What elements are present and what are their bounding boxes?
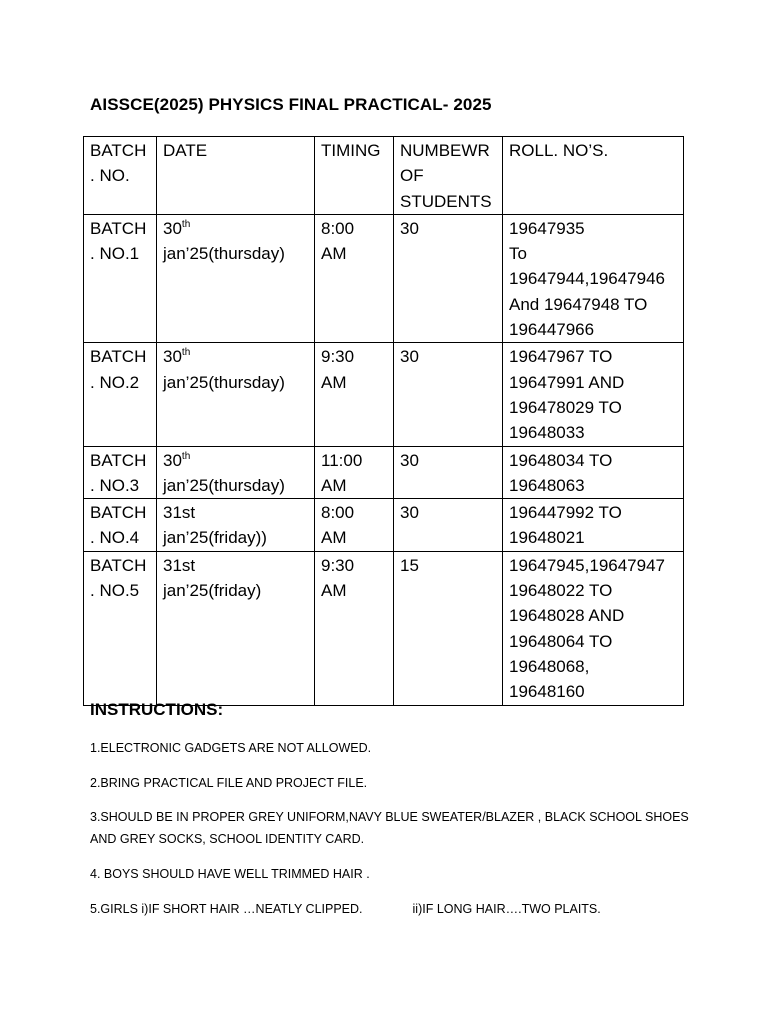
timing-cell: 11:00 AM [315,446,394,499]
roll-cell: 19647935 To 19647944,19647946 And 19647948 TO 196447966 [503,214,684,342]
table-row [84,551,684,705]
batch-cell: BATCH . NO.2 [84,343,157,446]
header-batch-no: BATCH . NO. [84,137,157,215]
header-date: DATE [157,137,315,215]
instruction-item-3: 3.SHOULD BE IN PROPER GREY UNIFORM,NAVY BLUE SWEATER/BLAZER , BLACK SCHOOL SHOES AND GREY SOCKS, SCHOOL IDENTITY CARD. [90,810,689,846]
date-cell: 30th jan’25(thursday) [157,214,315,342]
date-cell: 31st jan’25(friday) [157,551,315,705]
date-cell: 31st jan’25(friday)) [157,499,315,552]
instruction-item-1: 1.ELECTRONIC GADGETS ARE NOT ALLOWED. [90,741,372,755]
instruction-item-2: 2.BRING PRACTICAL FILE AND PROJECT FILE. [90,776,368,790]
roll-cell: 19647945,19647947 19648022 TO 19648028 AND 19648064 TO 19648068, 19648160 [503,551,684,705]
roll-cell: 196447992 TO 19648021 [503,499,684,552]
timing-cell: 9:30 AM [315,343,394,446]
students-cell: 30 [394,446,503,499]
date-cell: 30th jan’25(thursday) [157,343,315,446]
date-cell: 30th jan’25(thursday) [157,446,315,499]
roll-cell: 19647967 TO 19647991 AND 196478029 TO 19648033 [503,343,684,446]
batch-cell: BATCH . NO.3 [84,446,157,499]
table-header-row [84,137,684,215]
header-timing: TIMING [315,137,394,215]
roll-cell: 19648034 TO 19648063 [503,446,684,499]
batch-cell: BATCH . NO.4 [84,499,157,552]
page-title: AISSCE(2025) PHYSICS FINAL PRACTICAL- 2025 [90,95,492,114]
table-row [84,499,684,552]
students-cell: 15 [394,551,503,705]
header-number-of-students: NUMBEWR OF STUDENTS [394,137,503,215]
batch-cell: BATCH . NO.1 [84,214,157,342]
instruction-item-4: 4. BOYS SHOULD HAVE WELL TRIMMED HAIR . [90,867,370,881]
instruction-item-5-long-hair: ii)IF LONG HAIR….TWO PLAITS. [412,902,601,916]
students-cell: 30 [394,343,503,446]
instruction-item-5-short-hair: 5.GIRLS i)IF SHORT HAIR …NEATLY CLIPPED. [90,902,363,916]
instructions-heading: INSTRUCTIONS: [90,700,224,719]
table-row [84,446,684,499]
students-cell: 30 [394,499,503,552]
schedule-table [83,136,684,706]
table-row [84,214,684,342]
timing-cell: 8:00 AM [315,214,394,342]
table-row [84,343,684,446]
students-cell: 30 [394,214,503,342]
timing-cell: 9:30 AM [315,551,394,705]
header-roll-nos: ROLL. NO’S. [503,137,684,215]
timing-cell: 8:00 AM [315,499,394,552]
batch-cell: BATCH . NO.5 [84,551,157,705]
instruction-item-5 [90,898,601,920]
